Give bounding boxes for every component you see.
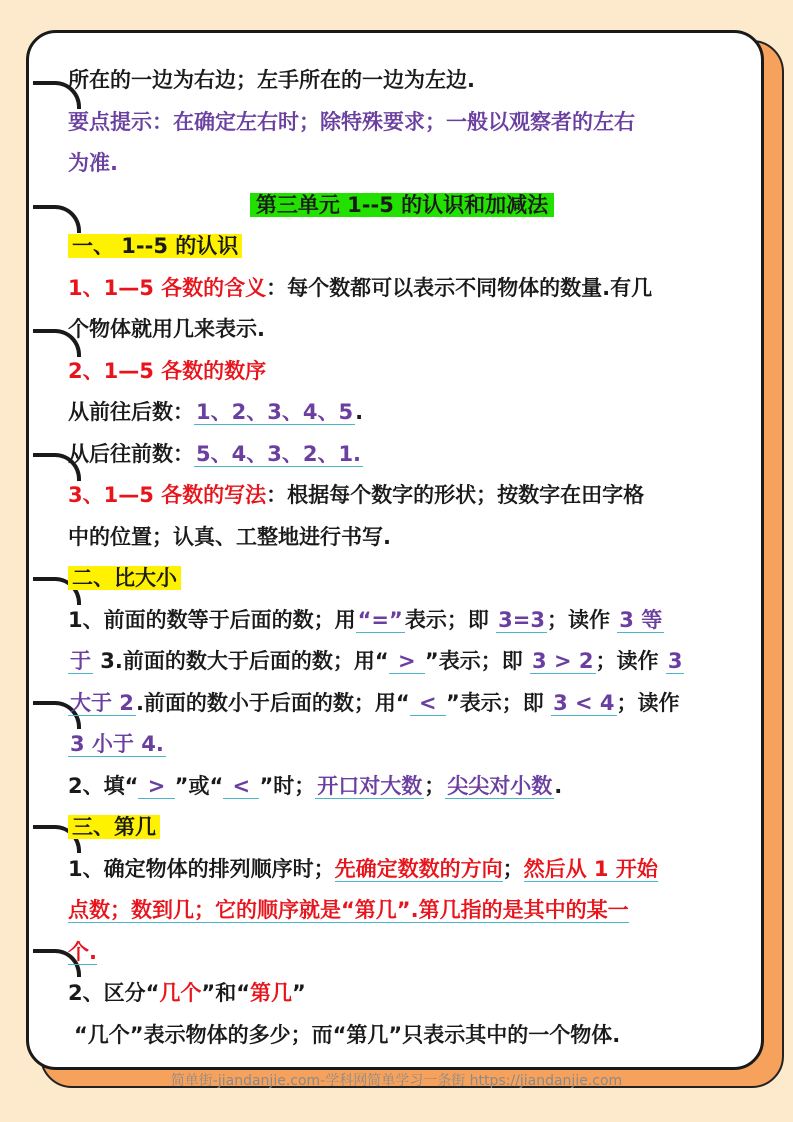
answer: < xyxy=(411,690,444,715)
label: 从前往后数： xyxy=(68,400,194,424)
text-line xyxy=(68,849,736,891)
section-heading-row xyxy=(68,807,736,849)
answer: “=” xyxy=(357,607,403,632)
text: ；读作 xyxy=(546,607,618,632)
key-phrase: 点数；数到几；它的顺序就是“第几”.第几指的是其中的某一 xyxy=(68,898,629,922)
answer: 5、4、3、2、1. xyxy=(196,441,362,466)
text: ；读作 xyxy=(616,690,680,715)
point-heading: 3、1—5 各数的写法 xyxy=(68,483,267,507)
answer: 3 等 xyxy=(619,607,663,632)
answer: 3=3 xyxy=(498,607,545,632)
text: ” xyxy=(292,981,306,1005)
key-word: 几个 xyxy=(159,981,202,1005)
text: ； xyxy=(502,856,524,881)
answer: 1、2、3、4、5 xyxy=(196,400,354,424)
text-line xyxy=(68,973,736,1015)
key-phrase: 个. xyxy=(68,939,97,964)
text-line xyxy=(68,475,736,517)
text: ； xyxy=(424,773,446,798)
text: ”时； xyxy=(259,773,316,798)
point-heading: 2、1—5 各数的数序 xyxy=(68,358,267,383)
text-line: “几个”表示物体的多少；而“第几”只表示其中的一个物体. xyxy=(74,1022,621,1047)
text: 1、前面的数等于后面的数；用 xyxy=(68,607,356,632)
section-heading: 二、比大小 xyxy=(68,566,181,590)
key-word: 第几 xyxy=(250,981,293,1005)
answer: 尖尖对小数 xyxy=(447,773,553,798)
answer: 3 > 2 xyxy=(532,649,594,673)
answer: 于 xyxy=(70,649,91,673)
text-line xyxy=(68,724,736,766)
tip-line: 要点提示：在确定左右时；除特殊要求；一般以观察者的左右 xyxy=(68,109,635,134)
section-heading: 三、第几 xyxy=(68,815,160,839)
text: ”表示；即 xyxy=(424,649,531,673)
text-line xyxy=(68,268,736,310)
tip-line: 为准. xyxy=(68,151,118,175)
answer: 大于 2 xyxy=(70,690,134,715)
text: 2、填“ xyxy=(68,773,139,798)
text-line xyxy=(68,392,736,434)
text: ”表示；即 xyxy=(445,690,552,715)
label: 从后往前数： xyxy=(68,441,194,466)
answer: > xyxy=(390,649,423,673)
document-body xyxy=(68,60,736,1056)
answer: < xyxy=(225,773,258,798)
text: 表示；即 xyxy=(404,607,497,632)
text-line xyxy=(68,600,736,642)
unit-title: 第三单元 1--5 的认识和加减法 xyxy=(250,193,554,217)
text: ”和“ xyxy=(201,981,251,1005)
point-heading: 1、1—5 各数的含义 xyxy=(68,275,267,300)
text-line xyxy=(68,641,736,683)
section-heading-row xyxy=(68,226,736,268)
text-line xyxy=(68,932,736,974)
key-phrase: 然后从 1 开始 xyxy=(523,856,658,881)
answer: 3 xyxy=(667,649,683,673)
text-line xyxy=(68,434,736,476)
text: ；读作 xyxy=(595,649,666,673)
text: 3.前面的数大于后面的数；用“ xyxy=(93,649,389,673)
footer-watermark: 简单街-jiandanjie.com-学科网简单学习一条街 https://jiandanjie.com xyxy=(170,1073,623,1089)
answer: 3 小于 4. xyxy=(70,732,164,756)
answer: 3 < 4 xyxy=(553,690,615,715)
section-heading: 一、 1--5 的认识 xyxy=(68,234,242,258)
text-line: 所在的一边为右边；左手所在的一边为左边. xyxy=(68,68,475,92)
answer: 开口对大数 xyxy=(317,773,423,798)
text: .前面的数小于后面的数；用“ xyxy=(135,690,410,715)
section-heading-row xyxy=(68,558,736,600)
text: 1、确定物体的排列顺序时； xyxy=(68,856,335,881)
text-line xyxy=(68,890,736,932)
text: . xyxy=(355,400,364,424)
text: . xyxy=(554,773,563,798)
point-text: ：每个数都可以表示不同物体的数量.有几 xyxy=(266,275,653,300)
text-line xyxy=(68,683,736,725)
unit-title-row xyxy=(68,185,736,227)
text: 2、区分“ xyxy=(68,981,160,1005)
point-text: ：根据每个数字的形状；按数字在田字格 xyxy=(266,483,645,507)
text-line: 中的位置；认真、工整地进行书写. xyxy=(68,524,391,549)
text-line: 个物体就用几来表示. xyxy=(68,317,265,341)
answer: > xyxy=(140,773,173,798)
text: ”或“ xyxy=(174,773,224,798)
key-phrase: 先确定数数的方向 xyxy=(334,856,503,881)
text-line xyxy=(68,766,736,808)
